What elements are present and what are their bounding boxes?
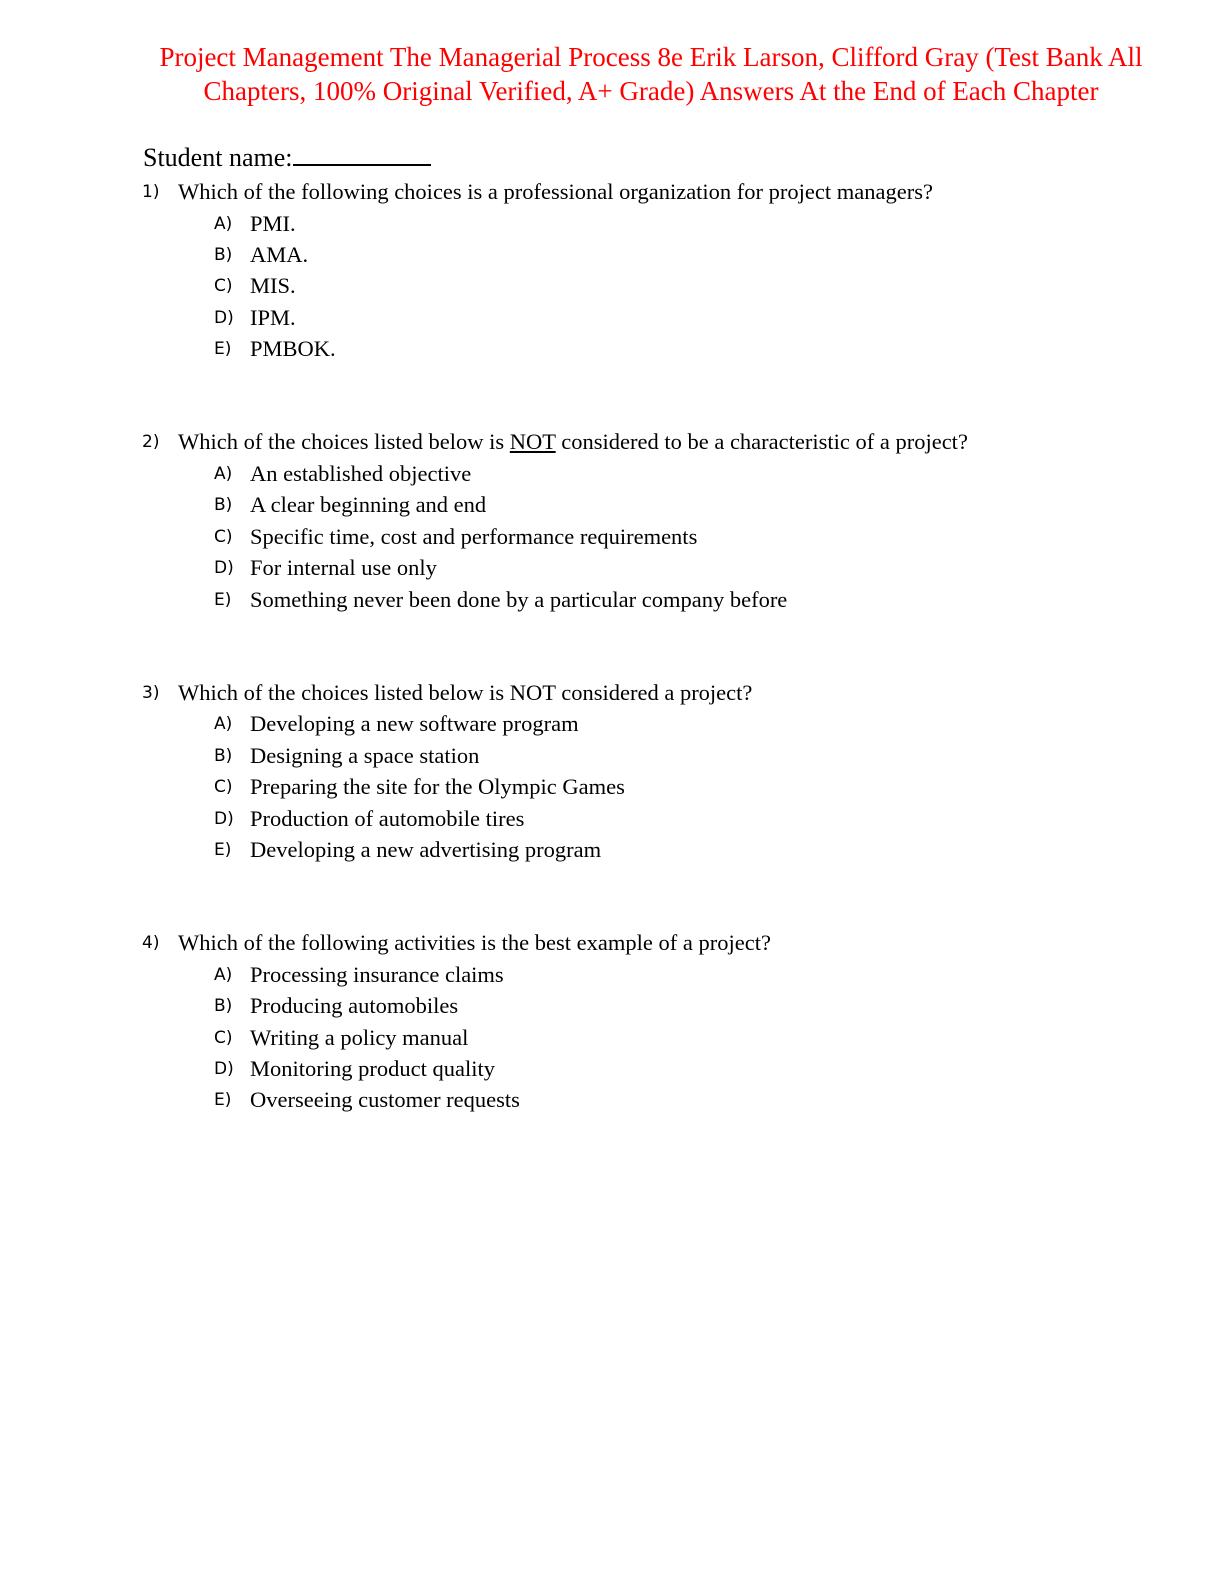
answer-option — [0, 1084, 1224, 1115]
answer-option — [0, 959, 1224, 990]
option-text: A clear beginning and end — [250, 492, 487, 518]
option-text: AMA. — [250, 241, 309, 267]
option-letter: C) — [214, 526, 233, 547]
option-letter: B) — [214, 244, 233, 265]
question-spacer — [0, 364, 1224, 426]
option-text: An established objective — [250, 460, 472, 486]
page-title-line-2: Chapters, 100% Original Verified, A+ Grade) Answers At the End of Each Chapter — [203, 76, 1099, 106]
option-text: MIS. — [250, 273, 296, 299]
answer-option — [0, 584, 1224, 615]
option-letter: A) — [214, 964, 233, 985]
option-text: PMBOK. — [250, 336, 336, 362]
question-text-tail: considered to be a characteristic of a project? — [555, 429, 968, 455]
option-letter: D) — [214, 1059, 234, 1080]
question-stem — [0, 927, 1224, 959]
answer-option — [0, 239, 1224, 270]
question-number: 3) — [142, 682, 160, 703]
student-name-blank-line — [293, 142, 431, 166]
answer-option — [0, 834, 1224, 865]
answer-option — [0, 803, 1224, 834]
option-letter: A) — [214, 463, 233, 484]
option-text: Specific time, cost and performance requirements — [250, 523, 698, 549]
option-letter: C) — [214, 1027, 233, 1048]
question-text — [178, 677, 752, 709]
option-text: Production of automobile tires — [250, 805, 525, 831]
question-text-main: Which of the choices listed below is NOT considered a project? — [178, 679, 753, 705]
option-letter: A) — [214, 213, 233, 234]
student-name-label: Student name: — [143, 143, 293, 172]
option-text: Overseeing customer requests — [250, 1087, 520, 1113]
answer-option — [0, 458, 1224, 489]
answer-option — [0, 489, 1224, 520]
option-letter: B) — [214, 745, 233, 766]
question-stem — [0, 426, 1224, 458]
option-text: PMI. — [250, 210, 296, 236]
option-letter: B) — [214, 996, 233, 1017]
answer-option — [0, 333, 1224, 364]
option-letter: C) — [214, 276, 233, 297]
question-block — [0, 677, 1224, 865]
question-text — [178, 176, 933, 208]
option-text: Monitoring product quality — [250, 1056, 495, 1082]
page-title — [100, 40, 1202, 108]
answer-option — [0, 990, 1224, 1021]
option-letter: D) — [214, 307, 234, 328]
option-letter: B) — [214, 495, 233, 516]
answer-option — [0, 521, 1224, 552]
option-letter: A) — [214, 714, 233, 735]
question-block — [0, 426, 1224, 614]
answer-option — [0, 771, 1224, 802]
question-text — [178, 426, 968, 458]
page-title-line-1: Project Management The Managerial Process 8e Erik Larson, Clifford Gray (Test Bank All — [159, 42, 1143, 72]
question-number: 1) — [142, 182, 160, 202]
option-text: Designing a space station — [250, 742, 480, 768]
option-text: Processing insurance claims — [250, 961, 504, 987]
option-text: Preparing the site for the Olympic Games — [250, 774, 625, 800]
question-spacer — [0, 615, 1224, 677]
option-text: Something never been done by a particular company before — [250, 586, 788, 612]
question-number: 4) — [142, 933, 160, 954]
question-text — [178, 927, 771, 959]
question-number: 2) — [142, 432, 160, 453]
option-letter: E) — [214, 1090, 232, 1111]
answer-option — [0, 1022, 1224, 1053]
answer-option — [0, 270, 1224, 301]
option-text: IPM. — [250, 304, 296, 330]
answer-option — [0, 208, 1224, 239]
option-text: Developing a new advertising program — [250, 836, 602, 862]
question-emphasis: NOT — [509, 429, 556, 455]
answer-option — [0, 1053, 1224, 1084]
question-spacer — [0, 865, 1224, 927]
question-block — [0, 176, 1224, 364]
option-letter: E) — [214, 589, 232, 610]
question-list — [0, 176, 1224, 1116]
question-text-main: Which of the following activities is the best example of a project? — [178, 930, 771, 956]
option-letter: E) — [214, 339, 232, 360]
question-block — [0, 927, 1224, 1115]
question-text-main: Which of the following choices is a professional organization for project managers? — [178, 179, 933, 204]
option-text: Producing automobiles — [250, 993, 459, 1019]
option-letter: D) — [214, 558, 234, 579]
option-text: Writing a policy manual — [250, 1024, 469, 1050]
option-letter: C) — [214, 777, 233, 798]
option-letter: E) — [214, 839, 232, 860]
question-stem — [0, 677, 1224, 709]
student-name-field — [143, 141, 431, 175]
answer-option — [0, 708, 1224, 739]
answer-option — [0, 740, 1224, 771]
question-text-main: Which of the choices listed below is — [178, 429, 510, 455]
option-letter: D) — [214, 808, 234, 829]
answer-option — [0, 552, 1224, 583]
question-stem — [0, 176, 1224, 208]
answer-option — [0, 302, 1224, 333]
option-text: Developing a new software program — [250, 711, 579, 737]
option-text: For internal use only — [250, 555, 437, 581]
